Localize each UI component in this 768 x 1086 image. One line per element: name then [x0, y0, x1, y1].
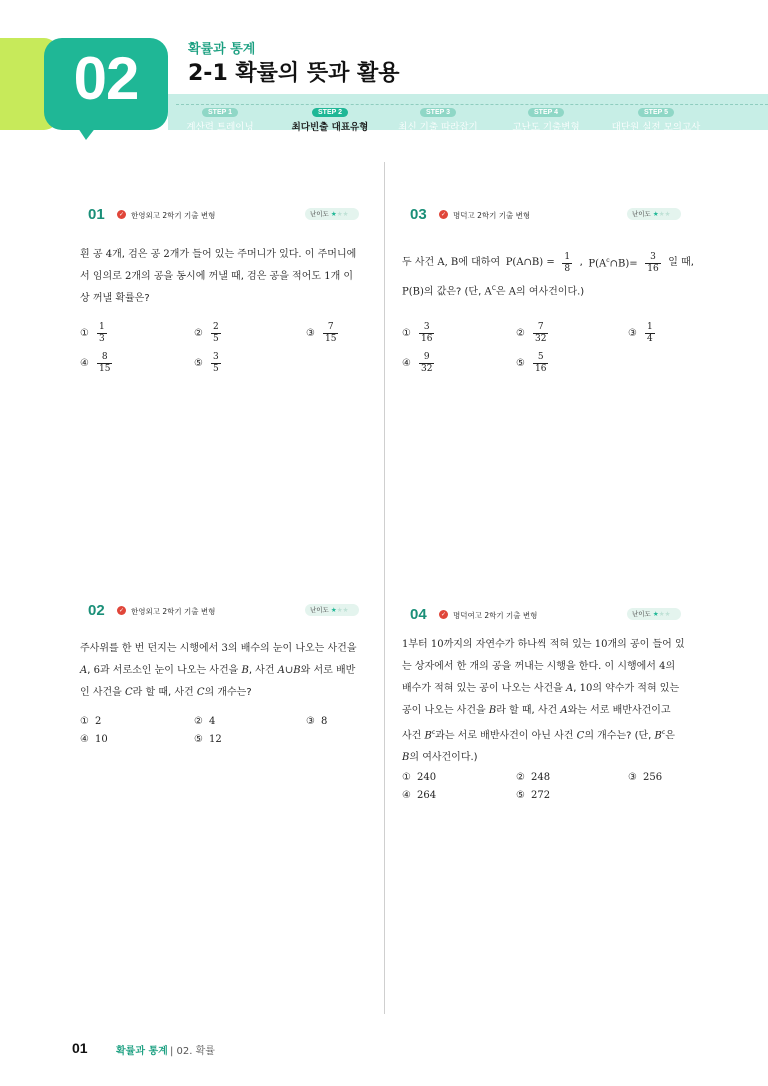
chapter-badge-tail [74, 122, 100, 140]
step-label: 대단원 실전 모의고사 [611, 122, 701, 133]
answer-choice[interactable]: ① $\frac{3}{16}$ [402, 322, 433, 344]
answer-choice[interactable]: ⑤ $\frac{5}{16}$ [516, 352, 547, 374]
answer-choice[interactable]: ① $\frac{1}{3}$ [80, 322, 105, 344]
difficulty-badge [627, 208, 681, 220]
answer-choice[interactable]: ② $\frac{7}{32}$ [516, 322, 547, 344]
answer-choice[interactable]: ④ $\frac{9}{32}$ [402, 352, 433, 374]
step-3[interactable] [382, 99, 494, 133]
subject-label: 확률과 통계 [188, 42, 256, 57]
column-divider [384, 162, 385, 1014]
question-number: 02 [88, 602, 105, 619]
answer-choice[interactable]: ③ $\frac{1}{4}$ [628, 322, 653, 344]
difficulty-label: 난이도 [632, 610, 651, 618]
difficulty-badge [627, 608, 681, 620]
step-label: 최다빈출 대표유형 [291, 122, 369, 133]
step-label: 계산력 트레이닝 [186, 122, 254, 133]
step-5[interactable] [600, 99, 712, 133]
question-source: 명덕여고 2학기 기출 변형 [453, 611, 538, 620]
check-icon: ✓ [440, 211, 447, 218]
step-badge: STEP 5 [638, 108, 674, 117]
answer-choice[interactable]: ① 2 [80, 716, 102, 727]
step-4[interactable] [490, 99, 602, 133]
step-1[interactable] [164, 99, 276, 133]
check-icon: ✓ [440, 611, 447, 618]
star-icon: ★ [330, 606, 337, 614]
answer-choice[interactable]: ① 240 [402, 772, 437, 783]
footer-subject: 확률과 통계 [116, 1046, 168, 1057]
step-label: 최신 기출 따라잡기 [398, 122, 478, 133]
question-text: 흰 공 4개, 검은 공 2개가 들어 있는 주머니가 있다. 이 주머니에 서 임의로 2개의 공을 동시에 꺼낼 때, 검은 공을 적어도 1개 이 상 꺼낼 확률은? [80, 249, 357, 304]
answer-choice[interactable]: ② 4 [194, 716, 216, 727]
step-label: 고난도 기출변형 [512, 122, 580, 133]
difficulty-label: 난이도 [310, 210, 329, 218]
answer-choice[interactable]: ⑤ 272 [516, 790, 551, 801]
step-badge: STEP 2 [312, 108, 348, 117]
answer-choice[interactable]: ④ 264 [402, 790, 437, 801]
section-title: 2-1 확률의 뜻과 활용 [188, 61, 400, 86]
answer-choice[interactable]: ③ 256 [628, 772, 663, 783]
check-icon: ✓ [118, 607, 125, 614]
question-text: 주사위를 한 번 던지는 시행에서 3의 배수의 눈이 나오는 사건을 A, 6과 서로소인 눈이 나오는 사건을 B, 사건 A∪B와 서로 배반 인 사건을 C라 할 때, 사건 C의 개수는? [80, 643, 357, 698]
difficulty-badge [305, 208, 359, 220]
answer-choice[interactable]: ② $\frac{2}{5}$ [194, 322, 219, 344]
answer-choice[interactable]: ② 248 [516, 772, 551, 783]
question-text: 두 사건 A, B에 대하여 P(A∩B) = $\frac{1}{8}$ , $P(A^c\cap B)=$ $\frac{3}{16}$ 일 때, P(B)의 값은? (단, $A^C$은 A의 여사건이다.) [402, 251, 694, 298]
star-icon: ★ [652, 210, 659, 218]
star-icon: ★ [652, 610, 659, 618]
page-number: 01 [72, 1040, 88, 1056]
difficulty-label: 난이도 [632, 210, 651, 218]
answer-choice[interactable]: ⑤ 12 [194, 734, 222, 745]
answer-choice[interactable]: ③ 8 [306, 716, 328, 727]
question-text: 1부터 10까지의 자연수가 하나씩 적혀 있는 10개의 공이 들어 있 는 상자에서 한 개의 공을 꺼내는 시행을 한다. 이 시행에서 4의 배수가 적혀 있는 공이 나오는 사건을 A, 10의 약수가 적혀 있는 공이 나오는 사건을 B라 할 때, 사건 A와는 서로 배반사건이고 사건 $B^c$과는 서로 배반사건이 아닌 사건 C의 개수는? (단, $B^c$은 B의 여사건이다.) [402, 639, 685, 764]
step-2[interactable] [274, 99, 386, 133]
question-number: 04 [410, 606, 427, 623]
step-badge: STEP 4 [528, 108, 564, 117]
footer-chapter: | 02. 확률 [170, 1046, 215, 1057]
question-source: 한영외고 2학기 기출 변형 [131, 607, 216, 616]
difficulty-label: 난이도 [310, 606, 329, 614]
chapter-number: 02 [73, 45, 139, 112]
step-badge: STEP 3 [420, 108, 456, 117]
star-icon: ★★ [658, 210, 671, 218]
difficulty-badge [305, 604, 359, 616]
answer-choice[interactable]: ⑤ $\frac{3}{5}$ [194, 352, 219, 374]
question-source: 한영외고 2학기 기출 변형 [131, 211, 216, 220]
answer-choice[interactable]: ④ 10 [80, 734, 108, 745]
star-icon: ★ [330, 210, 337, 218]
check-icon: ✓ [118, 211, 125, 218]
step-badge: STEP 1 [202, 108, 238, 117]
question-source: 명덕고 2학기 기출 변형 [453, 211, 531, 220]
answer-choice[interactable]: ④ $\frac{8}{15}$ [80, 352, 111, 374]
star-icon: ★★ [336, 210, 349, 218]
question-number: 03 [410, 206, 427, 223]
star-icon: ★★ [336, 606, 349, 614]
star-icon: ★★ [658, 610, 671, 618]
answer-choice[interactable]: ③ $\frac{7}{15}$ [306, 322, 337, 344]
question-number: 01 [88, 206, 105, 223]
